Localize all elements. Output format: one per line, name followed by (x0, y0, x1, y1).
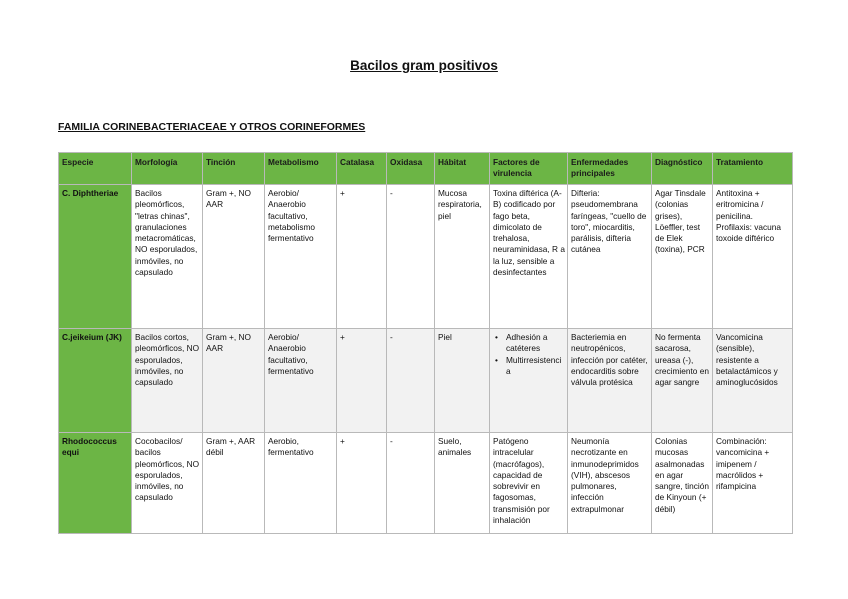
bacteria-table (58, 152, 793, 534)
cell-morfologia: Bacilos cortos, pleomórficos, NO esporulados, inmóviles, no capsulado (132, 329, 203, 433)
cell-diagnostico: No fermenta sacarosa, ureasa (-), crecimiento en agar sangre (652, 329, 713, 433)
header-enfermedades: Enfermedades principales (568, 153, 652, 185)
cell-catalasa: + (337, 433, 387, 534)
table-row (59, 433, 793, 534)
cell-catalasa: + (337, 185, 387, 329)
cell-tratamiento: Antitoxina + eritromicina / penicilina. Profilaxis: vacuna toxoide diftérico (713, 185, 793, 329)
table-row (59, 329, 793, 433)
header-morfologia: Morfología (132, 153, 203, 185)
cell-morfologia: Cocobacilos/ bacilos pleomórficos, NO esporulados, inmóviles, no capsulado (132, 433, 203, 534)
cell-especie: C. Diphtheriae (59, 185, 132, 329)
header-especie: Especie (59, 153, 132, 185)
cell-habitat: Piel (435, 329, 490, 433)
cell-morfologia: Bacilos pleomórficos, "letras chinas", granulaciones metacromáticas, NO esporulados, inmóviles, no capsulado (132, 185, 203, 329)
cell-tratamiento: Vancomicina (sensible), resistente a betalactámicos y aminoglucósidos (713, 329, 793, 433)
page-title: Bacilos gram positivos (350, 58, 498, 73)
header-tincion: Tinción (203, 153, 265, 185)
cell-catalasa: + (337, 329, 387, 433)
table-header-row (59, 153, 793, 185)
cell-oxidasa: - (387, 329, 435, 433)
cell-enfermedades: Bacteriemia en neutropénicos, infección por catéter, endocarditis sobre válvula protésica (568, 329, 652, 433)
header-factores: Factores de virulencia (490, 153, 568, 185)
cell-habitat: Mucosa respiratoria, piel (435, 185, 490, 329)
cell-enfermedades: Difteria: pseudomembrana faríngeas, "cuello de toro", miocarditis, parálisis, difteria cutánea (568, 185, 652, 329)
cell-oxidasa: - (387, 185, 435, 329)
table-row (59, 185, 793, 329)
cell-diagnostico: Colonias mucosas asalmonadas en agar sangre, tinción de Kinyoun (+ débil) (652, 433, 713, 534)
header-diagnostico: Diagnóstico (652, 153, 713, 185)
cell-factores: Toxina diftérica (A-B) codificado por fago beta, dimicolato de trehalosa, neuraminidasa, R a la luz, sensible a desinfectantes (490, 185, 568, 329)
cell-factores: Patógeno intracelular (macrófagos), capacidad de sobrevivir en fagosomas, transmisión por inhalación (490, 433, 568, 534)
factores-bullet-list (493, 332, 565, 377)
section-title: FAMILIA CORINEBACTERIACEAE Y OTROS CORINEFORMES (58, 121, 366, 133)
header-tratamiento: Tratamiento (713, 153, 793, 185)
list-item: • Multirresistencia (502, 355, 565, 378)
cell-tincion: Gram +, NO AAR (203, 329, 265, 433)
header-catalasa: Catalasa (337, 153, 387, 185)
cell-enfermedades: Neumonía necrotizante en inmunodeprimidos (VIH), abscesos pulmonares, infección extrapulmonar (568, 433, 652, 534)
cell-metabolismo: Aerobio/ Anaerobio facultativo, fermentativo (265, 329, 337, 433)
cell-metabolismo: Aerobio/ Anaerobio facultativo, metabolismo fermentativo (265, 185, 337, 329)
cell-metabolismo: Aerobio, fermentativo (265, 433, 337, 534)
cell-oxidasa: - (387, 433, 435, 534)
header-oxidasa: Oxidasa (387, 153, 435, 185)
cell-especie: Rhodococcus equi (59, 433, 132, 534)
cell-tratamiento: Combinación: vancomicina + imipenem / macrólidos + rifampicina (713, 433, 793, 534)
cell-especie: C.jeikeium (JK) (59, 329, 132, 433)
header-habitat: Hábitat (435, 153, 490, 185)
list-item: • Adhesión a catéteres (502, 332, 565, 355)
cell-factores (490, 329, 568, 433)
cell-tincion: Gram +, AAR débil (203, 433, 265, 534)
cell-tincion: Gram +, NO AAR (203, 185, 265, 329)
cell-habitat: Suelo, animales (435, 433, 490, 534)
header-metabolismo: Metabolismo (265, 153, 337, 185)
cell-diagnostico: Agar Tinsdale (colonias grises), Löeffler, test de Elek (toxina), PCR (652, 185, 713, 329)
